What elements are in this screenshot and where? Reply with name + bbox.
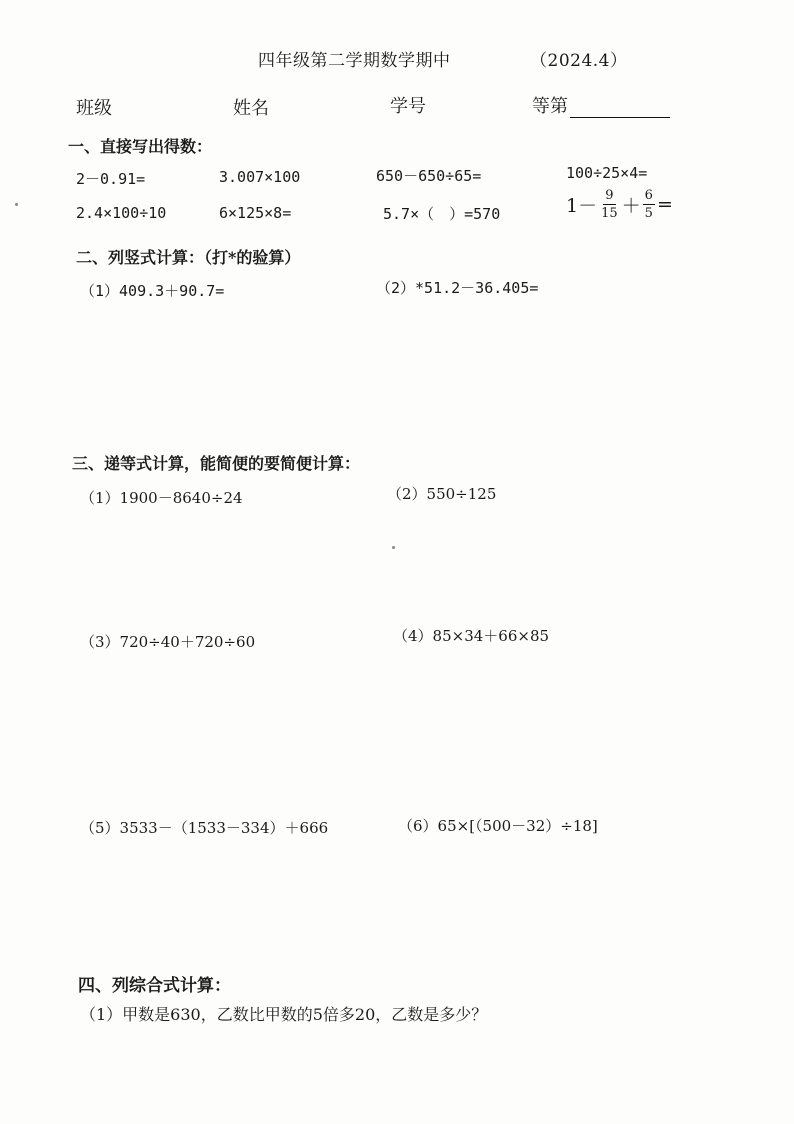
s4-item-1: （1）甲数是630，乙数比甲数的5倍多20，乙数是多少？ [80, 1005, 488, 1024]
fraction-2 [643, 189, 655, 220]
scan-speck [15, 203, 18, 206]
grade-field[interactable] [532, 92, 670, 118]
s1-item-7: 5.7×（ ）=570 [383, 205, 501, 223]
fraction-1-denominator: 15 [601, 206, 618, 221]
name-label: 姓名 [233, 98, 269, 119]
s1-item-1: 2－0.91= [76, 170, 146, 188]
section2-heading: 二、列竖式计算：（打*的验算） [76, 248, 301, 267]
section1-heading: 一、直接写出得数： [68, 137, 213, 156]
section3-heading: 三、递等式计算，能简便的要简便计算： [72, 454, 361, 473]
s3-item-2: （2）550÷125 [387, 485, 497, 503]
section4-heading: 四、列综合式计算： [78, 976, 231, 996]
fraction-1-numerator: 9 [605, 188, 614, 203]
s3-item-5: （5）3533－（1533－334）＋666 [80, 819, 329, 837]
scan-speck [392, 546, 395, 549]
class-label: 班级 [76, 98, 112, 119]
frac-equals: = [656, 193, 673, 216]
student-id-label: 学号 [390, 96, 426, 117]
s2-item-2: （2）*51.2－36.405= [376, 279, 539, 297]
s3-item-1: （1）1900－8640÷24 [80, 489, 243, 507]
exam-date: （2024.4） [530, 51, 628, 71]
s1-item-6: 6×125×8= [219, 204, 292, 222]
s3-item-6: （6）65×[（500－32）÷18] [398, 817, 598, 835]
grade-blank-line[interactable] [570, 103, 670, 118]
s1-item-2: 3.007×100 [219, 168, 301, 186]
s1-item-4: 100÷25×4= [566, 164, 648, 182]
frac-plus: ＋ [621, 195, 641, 217]
s1-item-3: 650－650÷65= [376, 167, 482, 185]
s1-item-8-fraction [566, 189, 673, 220]
fraction-1 [599, 189, 620, 220]
s3-item-4: （4）85×34＋66×85 [393, 627, 550, 645]
fraction-2-denominator: 5 [644, 206, 653, 221]
exam-title: 四年级第二学期数学期中 [258, 51, 451, 71]
s1-item-5: 2.4×100÷10 [76, 204, 167, 222]
frac-lead: 1－ [566, 195, 598, 217]
fraction-2-numerator: 6 [644, 188, 653, 203]
grade-label: 等第 [532, 96, 568, 117]
s3-item-3: （3）720÷40＋720÷60 [80, 633, 256, 651]
s2-item-1: （1）409.3＋90.7= [80, 282, 225, 300]
